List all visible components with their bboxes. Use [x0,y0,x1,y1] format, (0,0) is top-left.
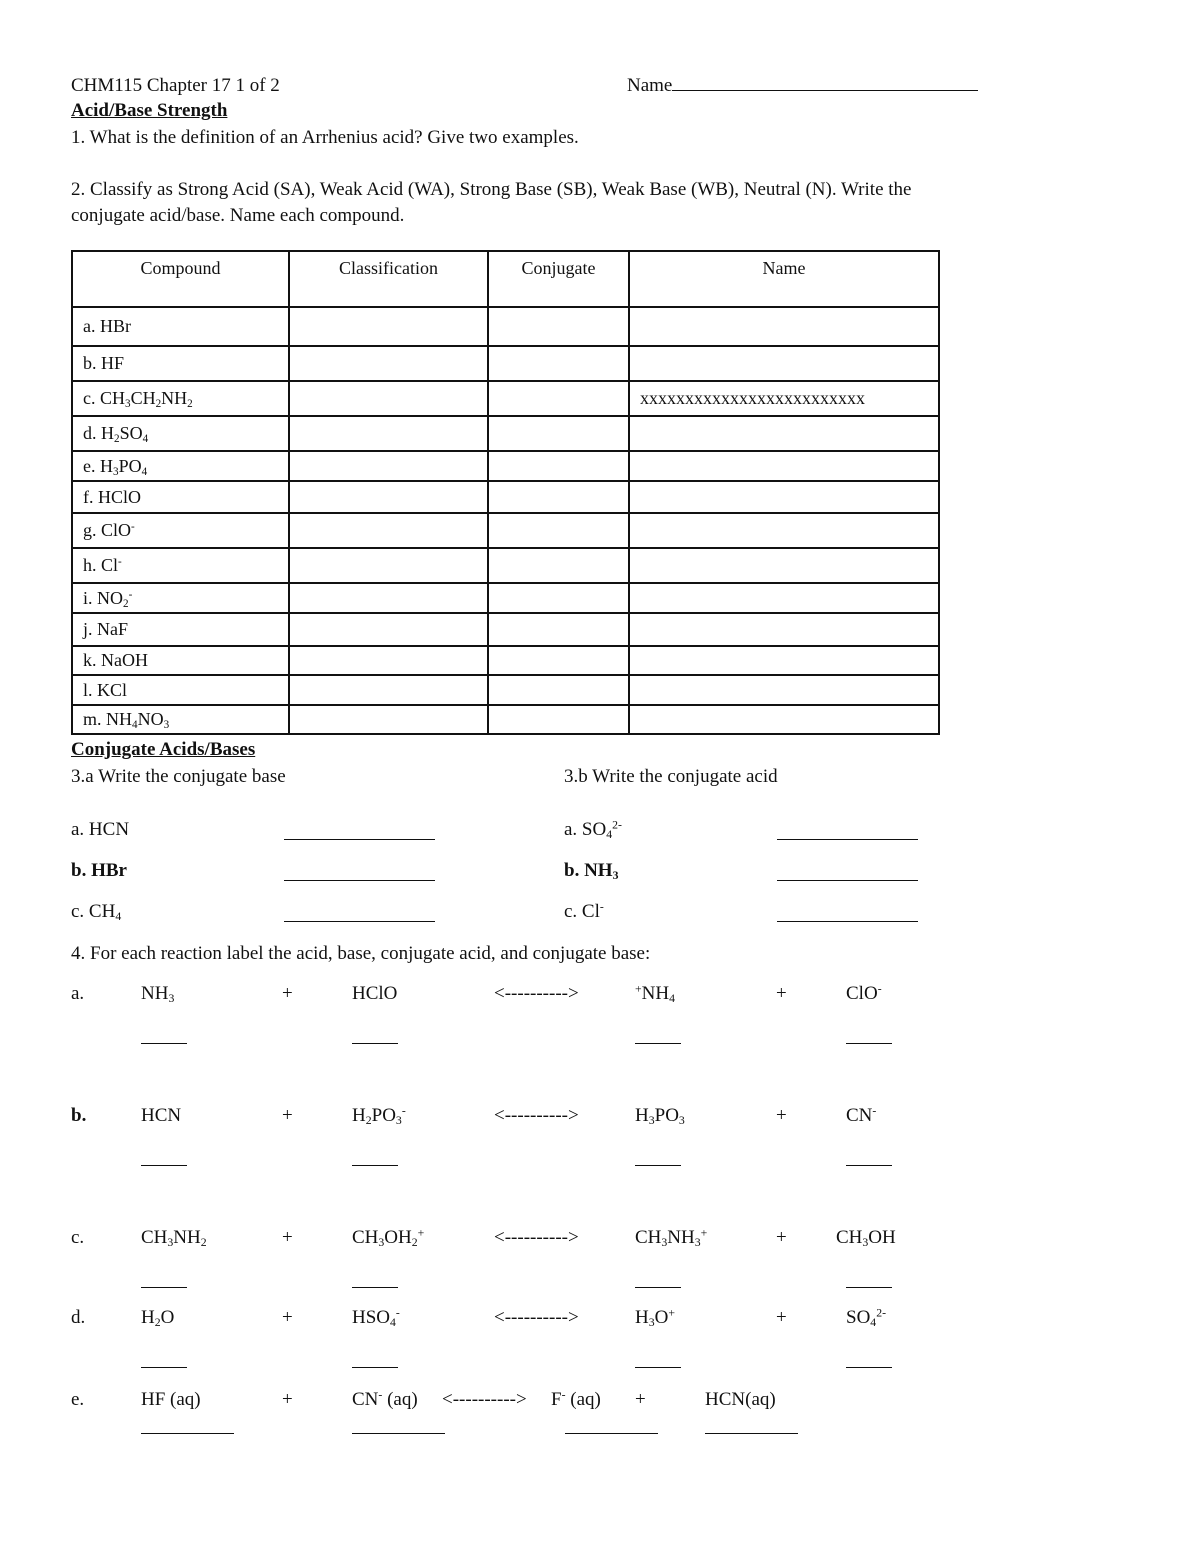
compound-label: c. $CH_3CH_2NH_2$ [83,388,193,410]
header-compound: Compound [72,251,289,307]
equilibrium-arrow: <----------> [494,1227,579,1248]
reactant-1: HF (aq) [141,1389,201,1410]
label-blank[interactable] [141,1286,187,1288]
reactant-2: CN- (aq) [352,1388,418,1410]
conjugate-cell[interactable] [488,416,629,451]
compound-cell [72,548,289,583]
name-cell-crossed: xxxxxxxxxxxxxxxxxxxxxxxxx [629,381,939,416]
table-row [72,307,939,346]
equilibrium-arrow: <----------> [494,983,579,1004]
q3a-item: b. HBr [71,860,127,881]
plus-sign: + [635,1389,646,1410]
label-blank[interactable] [635,1042,681,1044]
compound-cell [72,613,289,646]
label-blank[interactable] [846,1366,892,1368]
label-blank[interactable] [846,1286,892,1288]
q3b-item: a. $SO_4^{2-}$ [564,818,622,841]
compound-cell [72,513,289,548]
question-4-title: 4. For each reaction label the acid, base, conjugate acid, and conjugate base: [71,943,651,964]
q3a-item: a. HCN [71,819,130,840]
product-2: CN- [846,1104,877,1126]
conjugate-cell[interactable] [488,346,629,381]
table-row [72,705,939,734]
label-blank[interactable] [352,1286,398,1288]
header-classification: Classification [289,251,488,307]
compound-label: b. HF [83,353,125,373]
conjugate-cell[interactable] [488,481,629,513]
name-cell[interactable] [629,583,939,613]
product-1: $H_3O^+$ [635,1306,675,1329]
answer-blank[interactable] [777,838,918,840]
table-row [72,416,939,451]
conjugate-cell[interactable] [488,705,629,734]
section-title-acid-base-strength: Acid/Base Strength [71,100,228,121]
compound-cell [72,381,289,416]
reactant-2: $H_2PO_3^-$ [352,1104,406,1127]
table-row [72,451,939,481]
answer-blank[interactable] [284,879,435,881]
label-blank[interactable] [141,1164,187,1166]
compound-label: d. $H_2SO_4$ [83,423,149,445]
table-row [72,646,939,675]
product-2: $SO_4^{2-}$ [846,1306,886,1329]
conjugate-cell[interactable] [488,548,629,583]
answer-blank[interactable] [284,838,435,840]
compound-label: h. Cl- [83,555,122,575]
product-1: F- (aq) [551,1388,601,1410]
name-cell[interactable] [629,613,939,646]
q3b-item: b. $NH_3$ [564,860,619,882]
reactant-2: $HSO_4^-$ [352,1306,400,1329]
conjugate-cell[interactable] [488,513,629,548]
question-3a-title: 3.a Write the conjugate base [71,766,286,787]
reactant-1: $NH_3$ [141,983,175,1005]
question-2-line-2: conjugate acid/base. Name each compound. [71,205,405,226]
reaction-letter: e. [71,1389,85,1410]
conjugate-cell[interactable] [488,583,629,613]
compound-cell [72,705,289,734]
name-cell[interactable] [629,705,939,734]
classification-table [71,250,940,735]
label-blank[interactable] [635,1286,681,1288]
product-1: $CH_3NH_3^+$ [635,1226,708,1249]
compound-label: e. $H_3PO_4$ [83,455,148,478]
header-name: Name [629,251,939,307]
table-row [72,675,939,705]
label-blank[interactable] [352,1164,398,1166]
conjugate-cell[interactable] [488,646,629,675]
name-cell[interactable] [629,451,939,481]
reactant-2: HClO [352,983,398,1004]
name-line[interactable] [627,76,978,95]
compound-label: k. NaOH [83,650,148,670]
table-row [72,613,939,646]
product-2: $CH_3OH$ [836,1227,896,1249]
table-row [72,513,939,548]
name-cell[interactable] [629,513,939,548]
question-3b-title: 3.b Write the conjugate acid [564,766,778,787]
reactant-1: $CH_3NH_2$ [141,1227,207,1249]
section-title-conjugate-acids-bases: Conjugate Acids/Bases [71,739,256,760]
table-header-row [72,251,939,307]
answer-blank[interactable] [284,920,435,922]
label-blank[interactable] [352,1432,445,1434]
header-conjugate: Conjugate [488,251,629,307]
plus-sign: + [282,1389,293,1410]
name-cell[interactable] [629,346,939,381]
conjugate-cell[interactable] [488,451,629,481]
label-blank[interactable] [352,1366,398,1368]
equilibrium-arrow: <----------> [494,1307,579,1328]
compound-label: a. HBr [83,316,131,336]
compound-cell [72,416,289,451]
name-blank[interactable] [672,89,978,91]
plus-sign: + [282,983,293,1004]
reaction-letter: b. [71,1105,87,1126]
classification-cell[interactable] [289,307,488,346]
answer-blank[interactable] [777,879,918,881]
q3a-item: c. $CH_4$ [71,901,122,923]
name-label: Name [627,75,673,96]
compound-label: j. NaF [83,619,128,639]
label-blank[interactable] [846,1042,892,1044]
compound-cell [72,451,289,481]
label-blank[interactable] [352,1042,398,1044]
classification-cell[interactable] [289,646,488,675]
plus-sign: + [776,1105,787,1126]
compound-label: i. $NO_2^-$ [83,587,133,610]
course-title: CHM115 Chapter 17 1 of 2 [71,75,280,96]
classification-cell[interactable] [289,481,488,513]
reaction-letter: a. [71,983,85,1004]
q3b-item: c. Cl- [564,900,604,922]
name-cell[interactable] [629,416,939,451]
table-row [72,583,939,613]
conjugate-cell[interactable] [488,675,629,705]
product-2: ClO- [846,982,882,1004]
plus-sign: + [282,1227,293,1248]
label-blank[interactable] [141,1366,187,1368]
label-blank[interactable] [141,1042,187,1044]
compound-label: f. HClO [83,486,141,507]
name-cell[interactable] [629,548,939,583]
classification-cell[interactable] [289,583,488,613]
name-cell[interactable] [629,307,939,346]
plus-sign: + [282,1307,293,1328]
reaction-letter: d. [71,1307,86,1328]
name-cell[interactable] [629,675,939,705]
question-1: 1. What is the definition of an Arrhenius acid? Give two examples. [71,127,579,148]
table-row [72,346,939,381]
compound-label: m. $NH_4NO_3$ [83,709,170,731]
equilibrium-arrow: <----------> [494,1105,579,1126]
compound-label: l. KCl [83,679,128,700]
label-blank[interactable] [565,1432,658,1434]
compound-cell [72,346,289,381]
classification-cell[interactable] [289,513,488,548]
product-1: $H_3PO_3$ [635,1105,685,1127]
question-2-line-1: 2. Classify as Strong Acid (SA), Weak Acid (WA), Strong Base (SB), Weak Base (WB), Neutral (N). Write the [71,179,912,200]
classification-cell[interactable] [289,346,488,381]
classification-cell[interactable] [289,613,488,646]
classification-cell[interactable] [289,705,488,734]
compound-cell [72,583,289,613]
compound-label: g. ClO- [83,520,135,540]
plus-sign: + [282,1105,293,1126]
classification-cell[interactable] [289,548,488,583]
conjugate-cell[interactable] [488,307,629,346]
name-cell[interactable] [629,646,939,675]
conjugate-cell[interactable] [488,613,629,646]
name-cell[interactable] [629,481,939,513]
compound-cell [72,481,289,513]
label-blank[interactable] [141,1432,234,1434]
conjugate-cell[interactable] [488,381,629,416]
product-1: $^+NH_4$ [635,982,675,1005]
classification-cell[interactable] [289,416,488,451]
equilibrium-arrow: <----------> [442,1389,527,1410]
compound-cell [72,307,289,346]
plus-sign: + [776,1227,787,1248]
reactant-2: $CH_3OH_2^+$ [352,1226,425,1249]
compound-cell [72,646,289,675]
plus-sign: + [776,983,787,1004]
label-blank[interactable] [635,1366,681,1368]
reaction-letter: c. [71,1227,85,1248]
table-row [72,548,939,583]
plus-sign: + [776,1307,787,1328]
table-row [72,481,939,513]
table-row [72,381,939,416]
label-blank[interactable] [635,1164,681,1166]
label-blank[interactable] [705,1432,798,1434]
reactant-1: HCN [141,1105,182,1126]
classification-cell[interactable] [289,451,488,481]
label-blank[interactable] [846,1164,892,1166]
reactant-1: $H_2O$ [141,1307,175,1329]
compound-cell [72,675,289,705]
classification-cell[interactable] [289,675,488,705]
product-2: HCN(aq) [705,1389,776,1410]
answer-blank[interactable] [777,920,918,922]
classification-cell[interactable] [289,381,488,416]
